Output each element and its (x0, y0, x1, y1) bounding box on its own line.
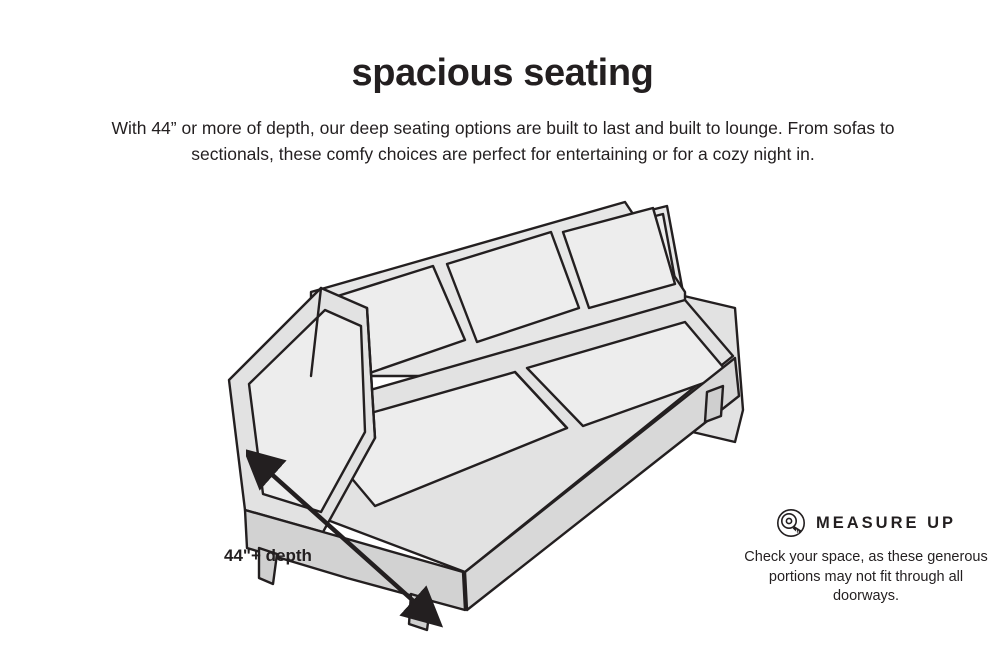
depth-callout-label: 44"+ depth (224, 546, 312, 565)
depth-arrow-icon (246, 448, 446, 628)
page-title: spacious seating (351, 52, 654, 94)
tape-measure-icon (776, 508, 806, 538)
measure-up-title: MEASURE UP (815, 513, 956, 532)
measure-up-callout (742, 508, 990, 607)
measure-up-note: Check your space, as these generous portions may not fit through all doorways. (744, 549, 988, 604)
measure-up-header (742, 508, 990, 538)
description-text: With 44” or more of depth, our deep seating options are built to last and built to lounge. From sofas to sectionals, these comfy choices are perfect for entertaining or for a cozy night in. (111, 118, 895, 164)
